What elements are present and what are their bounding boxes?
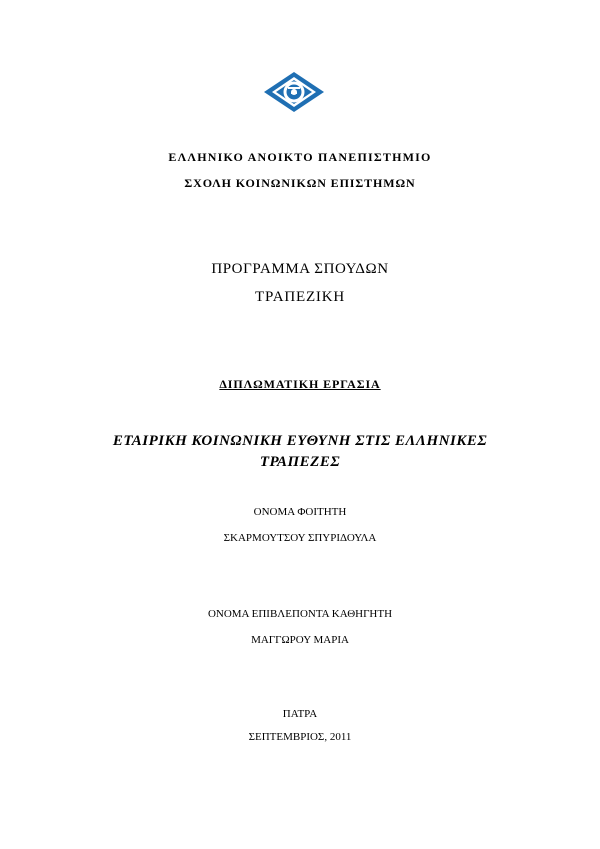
city: ΠΑΤΡΑ xyxy=(282,708,318,720)
supervisor-label: ΟΝΟΜΑ ΕΠΙΒΛΕΠΟΝΤΑ ΚΑΘΗΓΗΤΗ xyxy=(207,608,393,620)
supervisor-name: ΜΑΓΓΩΡΟΥ ΜΑΡΙΑ xyxy=(251,634,349,646)
program-label: ΠΡΟΓΡΑΜΜΑ ΣΠΟΥΔΩΝ xyxy=(211,261,389,277)
university-logo-icon xyxy=(264,72,324,112)
program-name: ΤΡΑΠΕΖΙΚΗ xyxy=(255,289,345,305)
thesis-type: ΔΙΠΛΩΜΑΤΙΚΗ ΕΡΓΑΣΙΑ xyxy=(219,377,381,391)
thesis-title-line-1: ΕΤΑΙΡΙΚΗ ΚΟΙΝΩΝΙΚΗ ΕΥΘΥΝΗ ΣΤΙΣ ΕΛΛΗΝΙΚΕΣ xyxy=(112,433,488,449)
university-name: ΕΛΛΗΝΙΚΟ ΑΝΟΙΚΤΟ ΠΑΝΕΠΙΣΤΗΜΙΟ xyxy=(168,150,432,164)
student-label: ΟΝΟΜΑ ΦΟΙΤΗΤΗ xyxy=(253,506,347,518)
date: ΣΕΠΤΕΜΒΡΙΟΣ, 2011 xyxy=(248,731,352,743)
student-name: ΣΚΑΡΜΟΥΤΣΟΥ ΣΠΥΡΙΔΟΥΛΑ xyxy=(223,532,377,544)
thesis-title-line-2: ΤΡΑΠΕΖΕΣ xyxy=(259,454,341,470)
school-name: ΣΧΟΛΗ ΚΟΙΝΩΝΙΚΩΝ ΕΠΙΣΤΗΜΩΝ xyxy=(184,176,416,190)
